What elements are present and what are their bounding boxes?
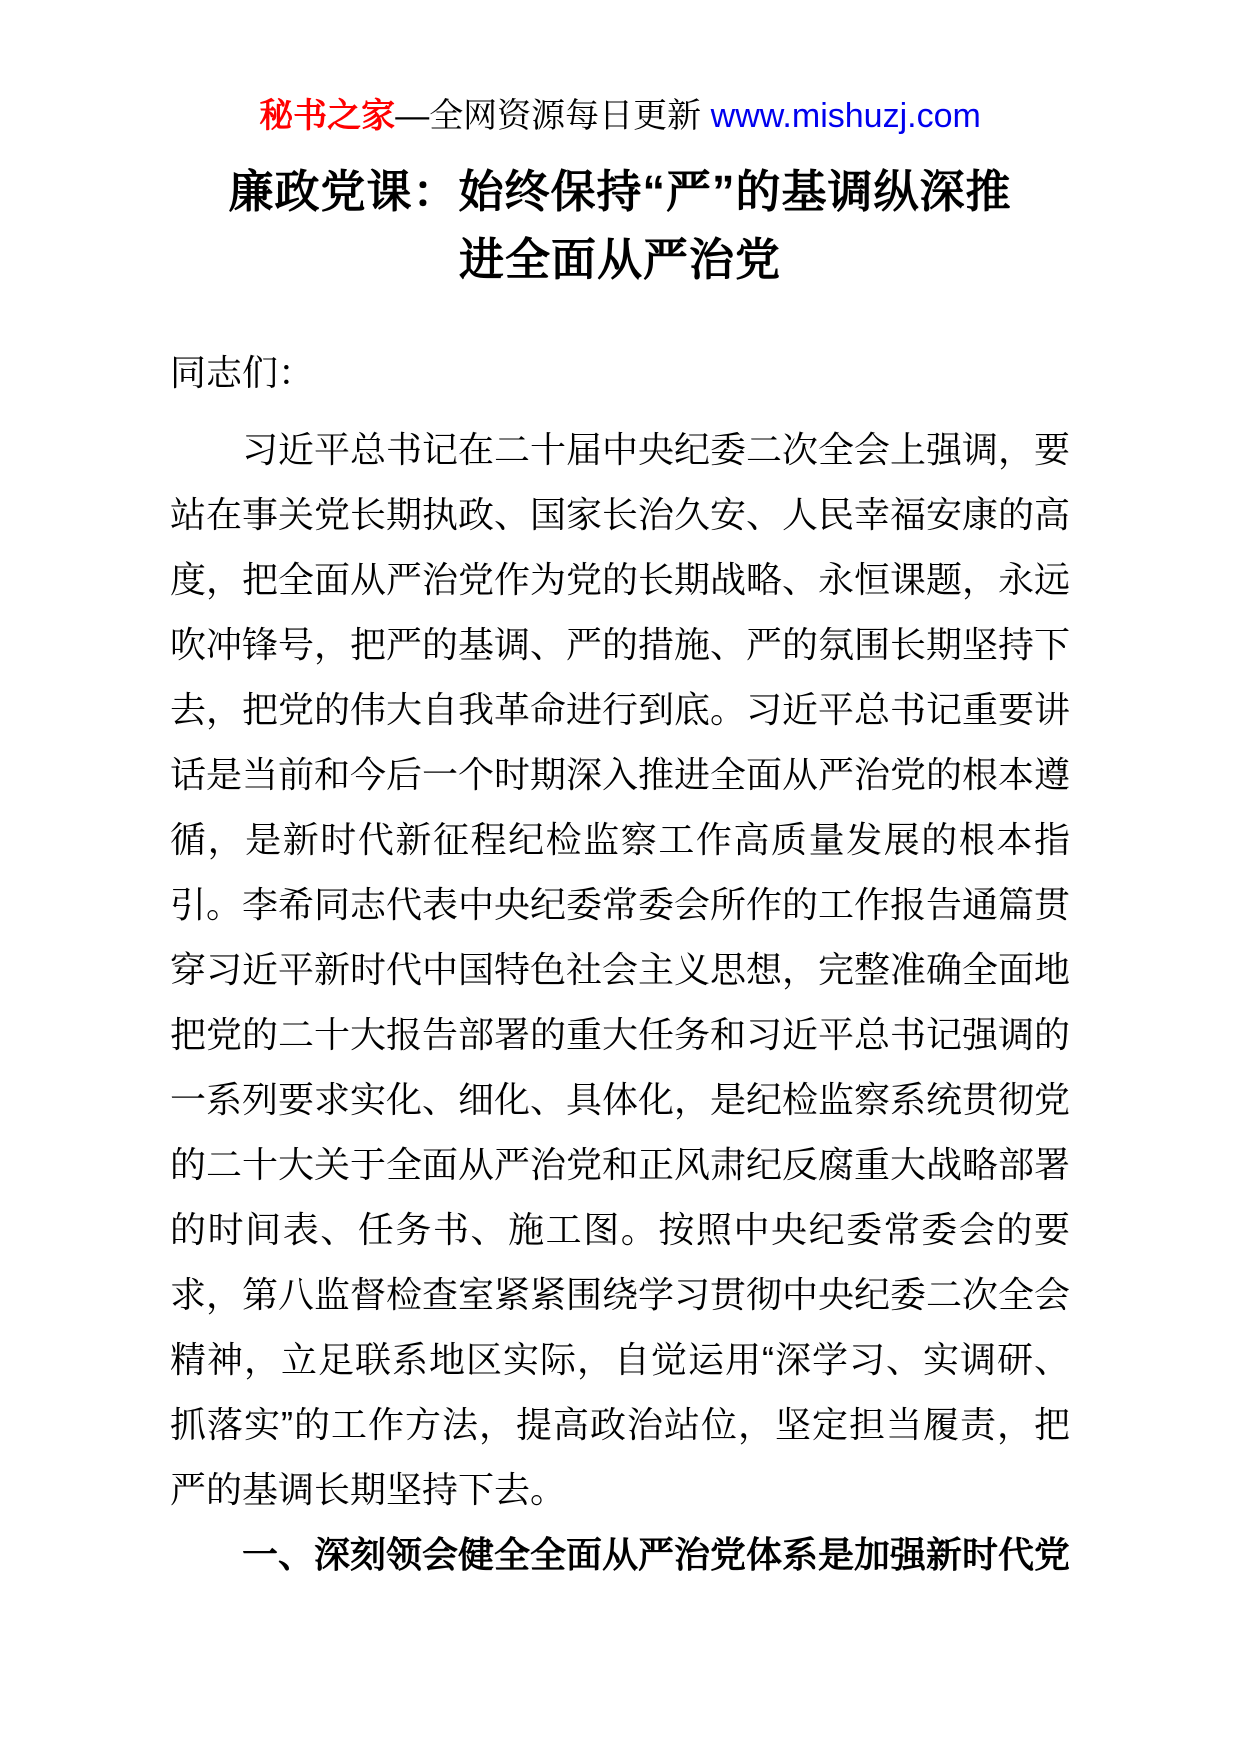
paragraph-line: 把党的二十大报告部署的重大任务和习近平总书记强调的 [170, 1014, 1070, 1055]
paragraph-line: 求，第八监督检查室紧紧围绕学习贯彻中央纪委二次全会 [170, 1274, 1070, 1315]
paragraph-line: 度，把全面从严治党作为党的长期战略、永恒课题，永远 [170, 559, 1070, 600]
site-url-link[interactable]: www.mishuzj.com [710, 97, 981, 135]
paragraph-line: 习近平总书记在二十届中央纪委二次全会上强调，要 [242, 429, 1070, 470]
paragraph-line: 精神，立足联系地区实际，自觉运用“深学习、实调研、 [170, 1339, 1070, 1380]
site-header [0, 94, 1240, 138]
paragraph-line: 循，是新时代新征程纪检监察工作高质量发展的根本指 [170, 819, 1070, 860]
site-tagline: —全网资源每日更新 [395, 97, 711, 135]
paragraph-line: 抓落实”的工作方法，提高政治站位，坚定担当履责，把 [170, 1404, 1070, 1445]
paragraph-line: 一系列要求实化、细化、具体化，是纪检监察系统贯彻党 [170, 1079, 1070, 1120]
salutation: 同志们： [170, 352, 315, 393]
paragraph-line: 严的基调长期坚持下去。 [170, 1469, 567, 1510]
paragraph [170, 417, 1070, 1522]
paragraph-line: 穿习近平新时代中国特色社会主义思想，完整准确全面地 [170, 949, 1070, 990]
paragraph-line: 吹冲锋号，把严的基调、严的措施、严的氛围长期坚持下 [170, 624, 1070, 665]
paragraph-line: 引。李希同志代表中央纪委常委会所作的工作报告通篇贯 [170, 884, 1070, 925]
document-body [170, 340, 1070, 1587]
paragraph-line: 站在事关党长期执政、国家长治久安、人民幸福安康的高 [170, 494, 1070, 535]
paragraph-line: 话是当前和今后一个时期深入推进全面从严治党的根本遵 [170, 754, 1070, 795]
paragraph-line: 的二十大关于全面从严治党和正风肃纪反腐重大战略部署 [170, 1144, 1070, 1185]
document-title-line-2: 进全面从严治党 [458, 234, 781, 285]
site-brand: 秘书之家 [259, 97, 396, 135]
paragraph-line: 的时间表、任务书、施工图。按照中央纪委常委会的要 [170, 1209, 1070, 1250]
section-heading: 一、深刻领会健全全面从严治党体系是加强新时代党 [242, 1534, 1070, 1575]
document-title-line-1: 廉政党课：始终保持“严”的基调纵深推 [228, 166, 1012, 217]
paragraph-line: 去，把党的伟大自我革命进行到底。习近平总书记重要讲 [170, 689, 1070, 730]
document-title [0, 158, 1240, 294]
